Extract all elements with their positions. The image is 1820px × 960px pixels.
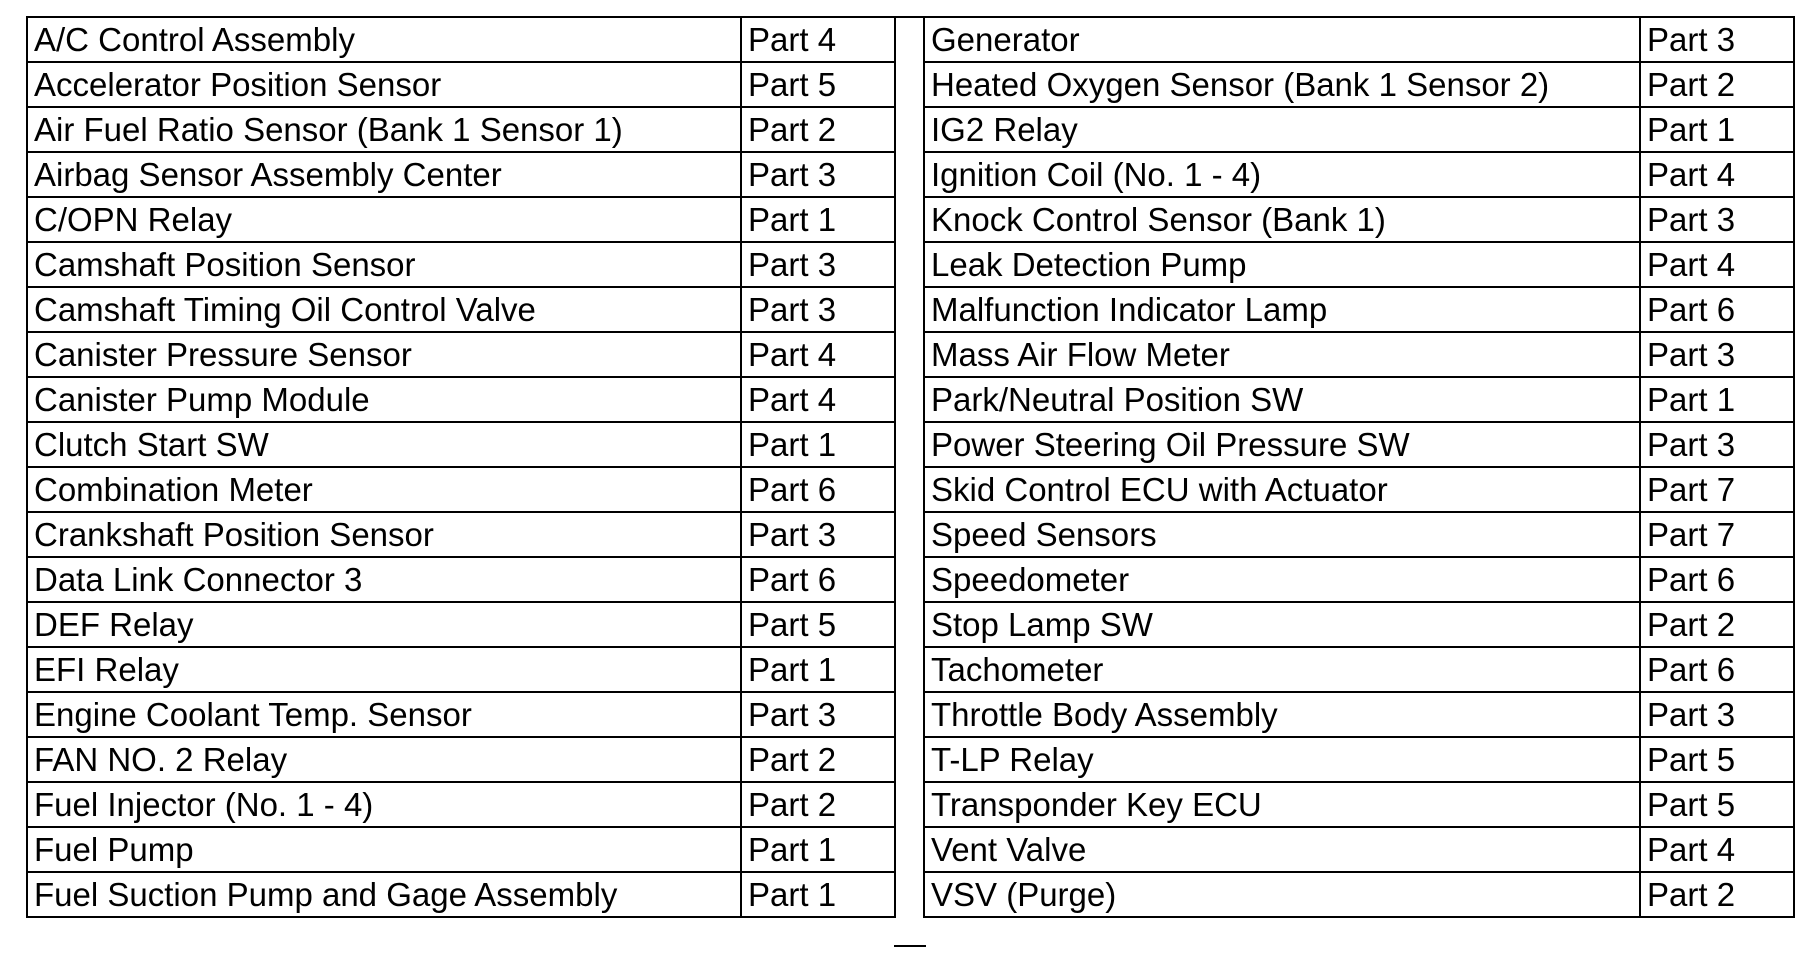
component-name-cell: Data Link Connector 3 bbox=[27, 557, 741, 602]
table-row bbox=[924, 602, 1794, 647]
component-name-cell: Tachometer bbox=[924, 647, 1640, 692]
table-row bbox=[27, 737, 895, 782]
table-row bbox=[924, 782, 1794, 827]
column-gap bbox=[894, 16, 926, 947]
part-reference-cell: Part 5 bbox=[1640, 737, 1794, 782]
part-reference-cell: Part 2 bbox=[741, 782, 895, 827]
table-row bbox=[924, 692, 1794, 737]
component-name-cell: Vent Valve bbox=[924, 827, 1640, 872]
table-row bbox=[27, 152, 895, 197]
table-row bbox=[27, 692, 895, 737]
part-reference-cell: Part 4 bbox=[1640, 827, 1794, 872]
part-reference-cell: Part 1 bbox=[741, 827, 895, 872]
component-name-cell: Accelerator Position Sensor bbox=[27, 62, 741, 107]
table-row bbox=[27, 512, 895, 557]
table-row bbox=[27, 62, 895, 107]
component-name-cell: Airbag Sensor Assembly Center bbox=[27, 152, 741, 197]
table-row bbox=[924, 512, 1794, 557]
part-reference-cell: Part 1 bbox=[741, 872, 895, 917]
component-name-cell: EFI Relay bbox=[27, 647, 741, 692]
component-name-cell: Speedometer bbox=[924, 557, 1640, 602]
component-name-cell: Speed Sensors bbox=[924, 512, 1640, 557]
component-name-cell: Mass Air Flow Meter bbox=[924, 332, 1640, 377]
part-reference-cell: Part 4 bbox=[1640, 152, 1794, 197]
table-row bbox=[27, 197, 895, 242]
part-reference-cell: Part 2 bbox=[1640, 62, 1794, 107]
part-reference-cell: Part 3 bbox=[1640, 197, 1794, 242]
component-name-cell: Clutch Start SW bbox=[27, 422, 741, 467]
table-row bbox=[924, 332, 1794, 377]
component-name-cell: Leak Detection Pump bbox=[924, 242, 1640, 287]
table-row bbox=[27, 647, 895, 692]
component-name-cell: Combination Meter bbox=[27, 467, 741, 512]
table-row bbox=[924, 242, 1794, 287]
component-name-cell: Generator bbox=[924, 17, 1640, 62]
table-row bbox=[27, 287, 895, 332]
part-reference-cell: Part 3 bbox=[1640, 692, 1794, 737]
table-row bbox=[27, 107, 895, 152]
part-reference-cell: Part 6 bbox=[1640, 647, 1794, 692]
component-name-cell: Malfunction Indicator Lamp bbox=[924, 287, 1640, 332]
part-reference-cell: Part 4 bbox=[741, 377, 895, 422]
part-reference-cell: Part 3 bbox=[1640, 17, 1794, 62]
component-name-cell: Crankshaft Position Sensor bbox=[27, 512, 741, 557]
part-reference-cell: Part 2 bbox=[1640, 872, 1794, 917]
table-row bbox=[27, 557, 895, 602]
part-reference-cell: Part 1 bbox=[741, 197, 895, 242]
component-index-table-right bbox=[923, 16, 1795, 918]
table-row bbox=[924, 872, 1794, 917]
table-row bbox=[924, 287, 1794, 332]
part-reference-cell: Part 2 bbox=[1640, 602, 1794, 647]
component-name-cell: Skid Control ECU with Actuator bbox=[924, 467, 1640, 512]
component-name-cell: Fuel Suction Pump and Gage Assembly bbox=[27, 872, 741, 917]
table-row bbox=[27, 242, 895, 287]
component-index-sheet bbox=[26, 16, 1795, 947]
table-row bbox=[924, 377, 1794, 422]
table-row bbox=[924, 62, 1794, 107]
part-reference-cell: Part 7 bbox=[1640, 467, 1794, 512]
component-name-cell: Ignition Coil (No. 1 - 4) bbox=[924, 152, 1640, 197]
component-index-table-left bbox=[26, 16, 896, 918]
component-name-cell: Fuel Injector (No. 1 - 4) bbox=[27, 782, 741, 827]
component-name-cell: Fuel Pump bbox=[27, 827, 741, 872]
part-reference-cell: Part 6 bbox=[1640, 287, 1794, 332]
component-name-cell: Transponder Key ECU bbox=[924, 782, 1640, 827]
component-name-cell: Power Steering Oil Pressure SW bbox=[924, 422, 1640, 467]
table-row bbox=[27, 17, 895, 62]
component-name-cell: T-LP Relay bbox=[924, 737, 1640, 782]
part-reference-cell: Part 3 bbox=[741, 152, 895, 197]
component-name-cell: Canister Pressure Sensor bbox=[27, 332, 741, 377]
part-reference-cell: Part 4 bbox=[1640, 242, 1794, 287]
part-reference-cell: Part 1 bbox=[741, 647, 895, 692]
part-reference-cell: Part 3 bbox=[1640, 332, 1794, 377]
table-row bbox=[27, 332, 895, 377]
table-row bbox=[924, 467, 1794, 512]
part-reference-cell: Part 6 bbox=[1640, 557, 1794, 602]
component-name-cell: Heated Oxygen Sensor (Bank 1 Sensor 2) bbox=[924, 62, 1640, 107]
component-name-cell: Stop Lamp SW bbox=[924, 602, 1640, 647]
table-row bbox=[924, 827, 1794, 872]
part-reference-cell: Part 3 bbox=[741, 692, 895, 737]
part-reference-cell: Part 7 bbox=[1640, 512, 1794, 557]
part-reference-cell: Part 2 bbox=[741, 107, 895, 152]
part-reference-cell: Part 4 bbox=[741, 17, 895, 62]
component-name-cell: Air Fuel Ratio Sensor (Bank 1 Sensor 1) bbox=[27, 107, 741, 152]
part-reference-cell: Part 6 bbox=[741, 467, 895, 512]
component-name-cell: Canister Pump Module bbox=[27, 377, 741, 422]
component-name-cell: Camshaft Position Sensor bbox=[27, 242, 741, 287]
component-name-cell: DEF Relay bbox=[27, 602, 741, 647]
table-row bbox=[924, 422, 1794, 467]
table-row bbox=[924, 107, 1794, 152]
table-row bbox=[27, 467, 895, 512]
part-reference-cell: Part 3 bbox=[741, 242, 895, 287]
table-row bbox=[27, 872, 895, 917]
table-row bbox=[924, 197, 1794, 242]
left-table-body bbox=[27, 17, 895, 917]
table-row bbox=[924, 152, 1794, 197]
part-reference-cell: Part 5 bbox=[741, 602, 895, 647]
table-row bbox=[924, 737, 1794, 782]
component-name-cell: Camshaft Timing Oil Control Valve bbox=[27, 287, 741, 332]
right-table-body bbox=[924, 17, 1794, 917]
component-name-cell: FAN NO. 2 Relay bbox=[27, 737, 741, 782]
part-reference-cell: Part 6 bbox=[741, 557, 895, 602]
table-row bbox=[924, 647, 1794, 692]
part-reference-cell: Part 3 bbox=[1640, 422, 1794, 467]
component-name-cell: C/OPN Relay bbox=[27, 197, 741, 242]
table-row bbox=[27, 377, 895, 422]
component-name-cell: VSV (Purge) bbox=[924, 872, 1640, 917]
part-reference-cell: Part 3 bbox=[741, 512, 895, 557]
table-row bbox=[27, 602, 895, 647]
component-name-cell: Throttle Body Assembly bbox=[924, 692, 1640, 737]
part-reference-cell: Part 2 bbox=[741, 737, 895, 782]
part-reference-cell: Part 1 bbox=[1640, 107, 1794, 152]
component-name-cell: Park/Neutral Position SW bbox=[924, 377, 1640, 422]
component-name-cell: A/C Control Assembly bbox=[27, 17, 741, 62]
part-reference-cell: Part 1 bbox=[1640, 377, 1794, 422]
component-name-cell: Knock Control Sensor (Bank 1) bbox=[924, 197, 1640, 242]
component-name-cell: Engine Coolant Temp. Sensor bbox=[27, 692, 741, 737]
table-row bbox=[924, 17, 1794, 62]
table-row bbox=[924, 557, 1794, 602]
table-row bbox=[27, 782, 895, 827]
table-row bbox=[27, 827, 895, 872]
part-reference-cell: Part 1 bbox=[741, 422, 895, 467]
part-reference-cell: Part 4 bbox=[741, 332, 895, 377]
part-reference-cell: Part 5 bbox=[741, 62, 895, 107]
table-row bbox=[27, 422, 895, 467]
part-reference-cell: Part 3 bbox=[741, 287, 895, 332]
component-name-cell: IG2 Relay bbox=[924, 107, 1640, 152]
part-reference-cell: Part 5 bbox=[1640, 782, 1794, 827]
